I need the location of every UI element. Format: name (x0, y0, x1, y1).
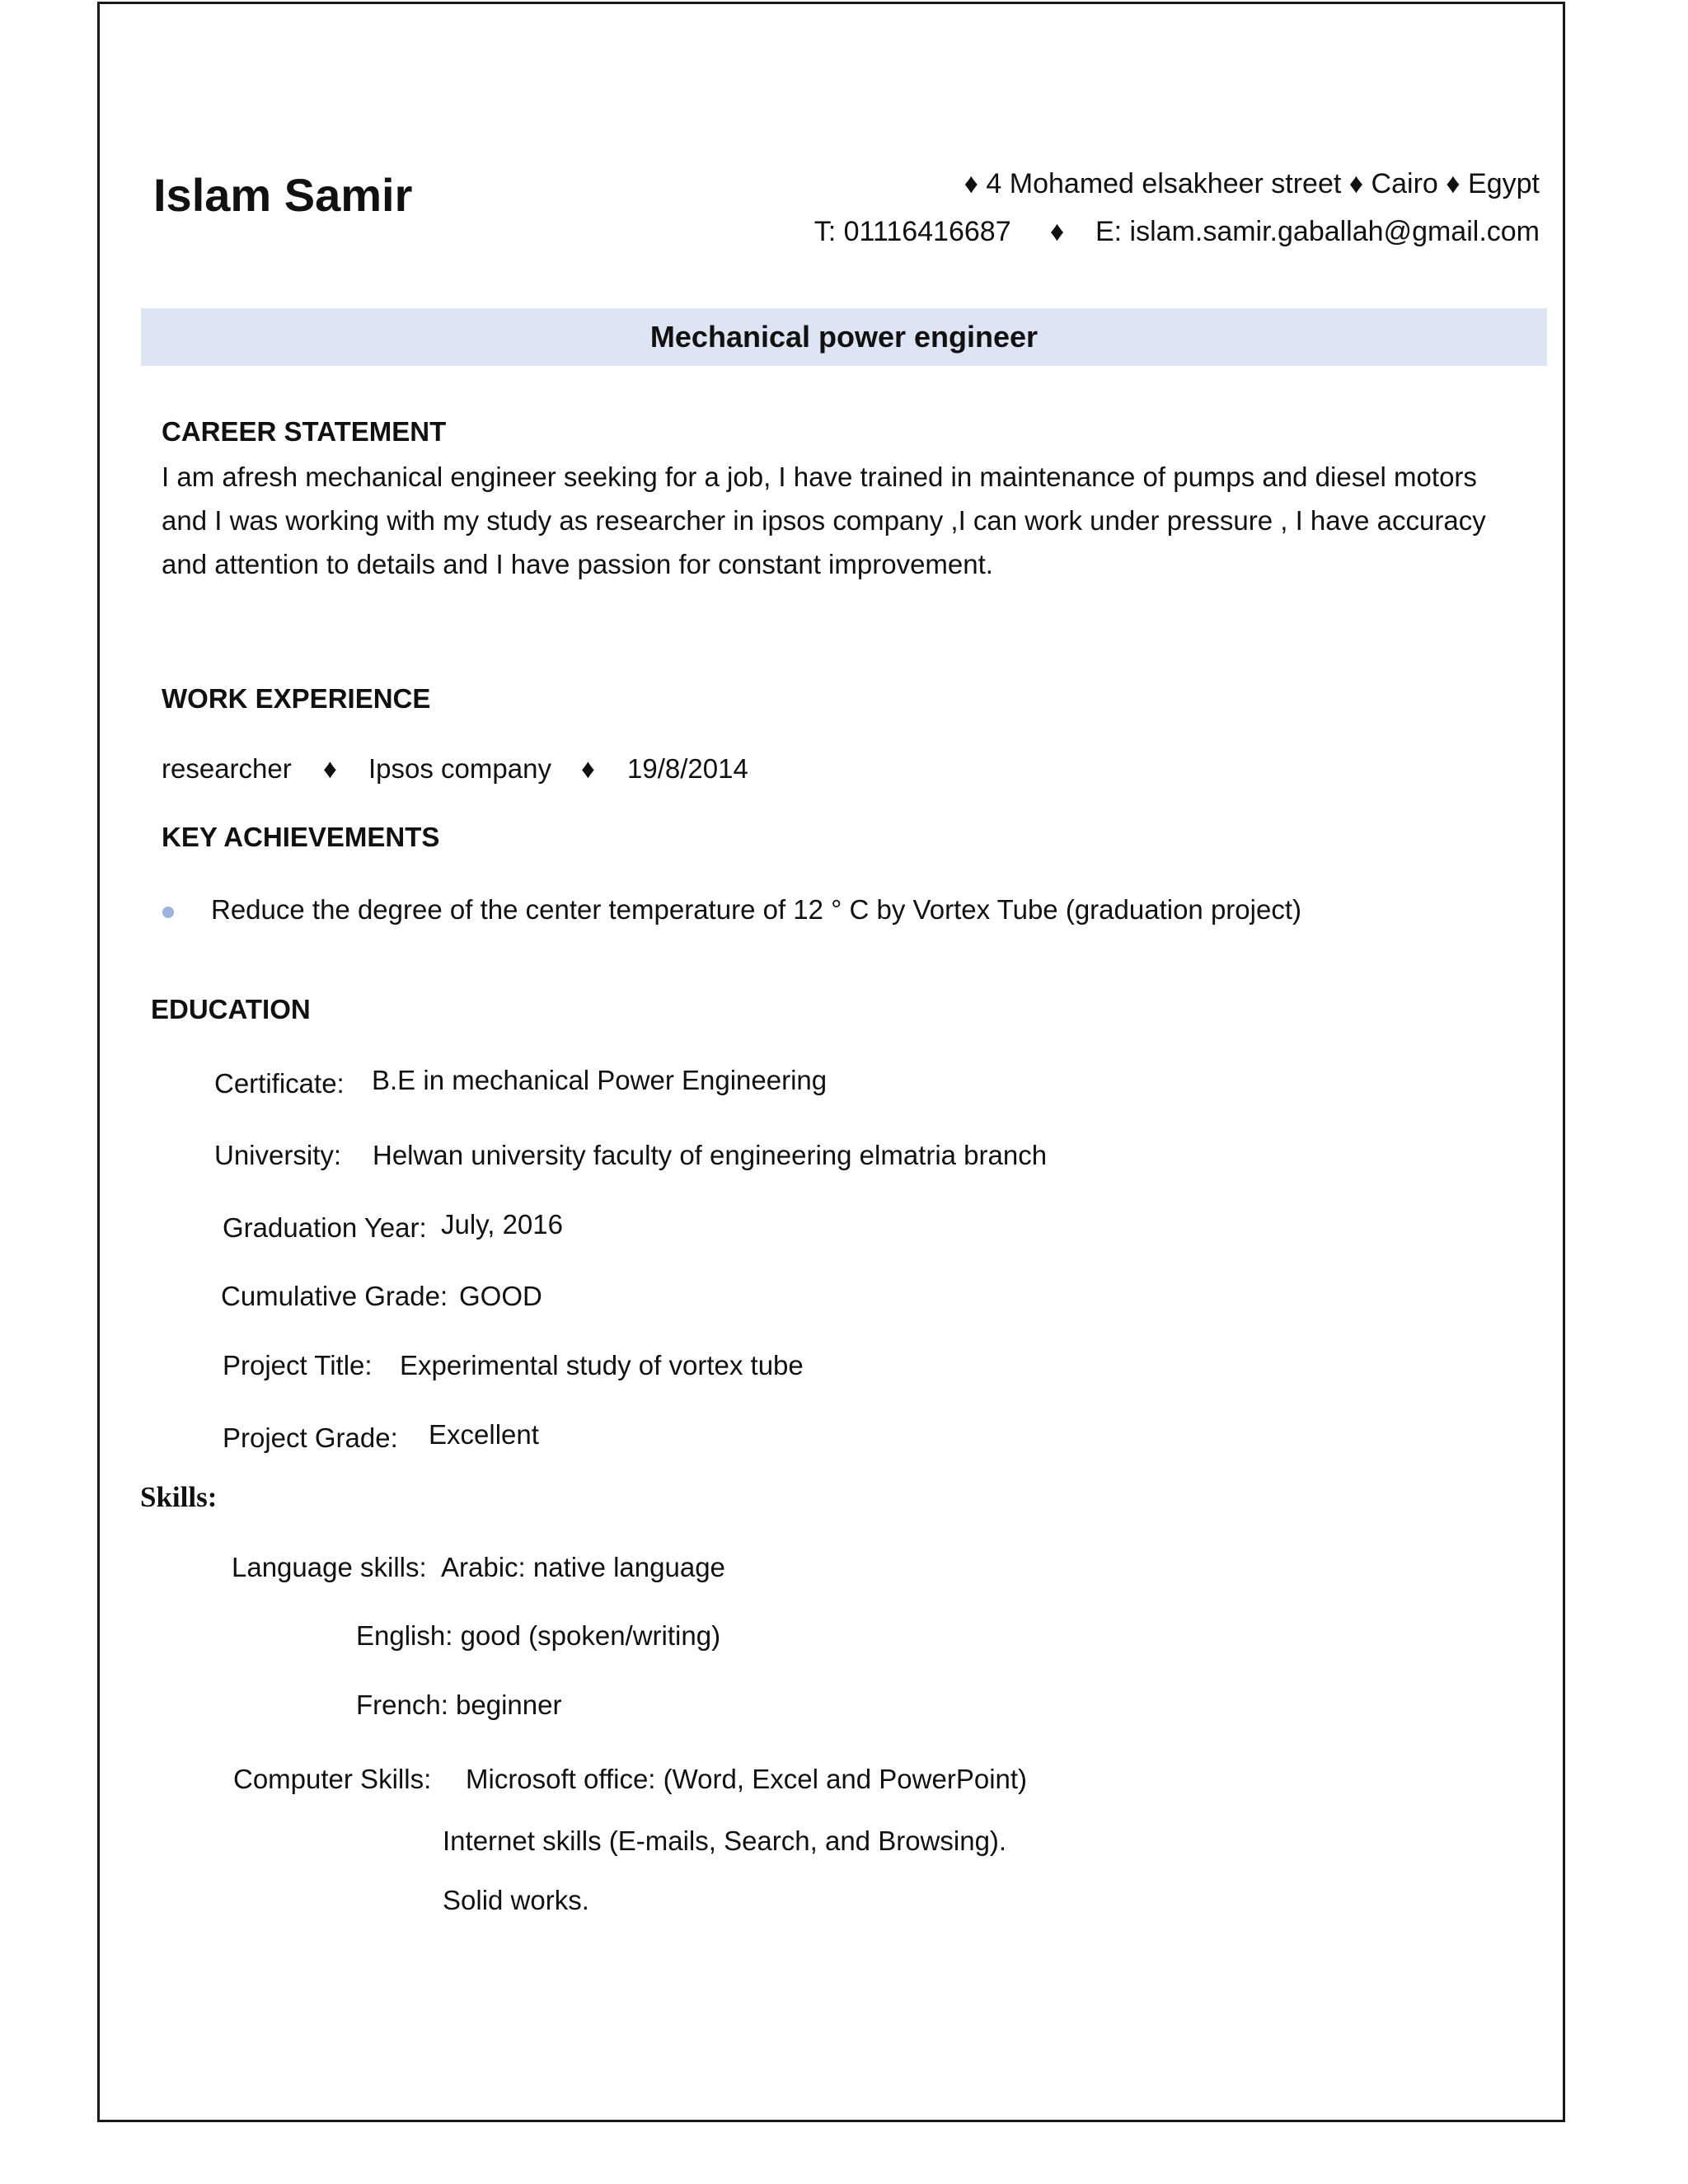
work-separator: ♦ (581, 753, 595, 784)
project-title-label: Project Title: (223, 1350, 373, 1380)
project-grade-value: Excellent (429, 1419, 539, 1450)
work-experience-heading: WORK EXPERIENCE (162, 683, 431, 714)
address-line: ♦ 4 Mohamed elsakheer street ♦ Cairo ♦ Egypt (964, 168, 1540, 199)
computer-skill-item: Solid works. (443, 1885, 589, 1915)
university-value: Helwan university faculty of engineering elmatria branch (373, 1140, 1048, 1170)
certificate-label: Certificate: (214, 1068, 345, 1099)
skills-heading: Skills: (140, 1481, 218, 1513)
work-role: researcher (162, 753, 292, 784)
work-separator: ♦ (323, 753, 337, 784)
work-date: 19/8/2014 (627, 753, 748, 784)
language-french: French: beginner (356, 1690, 562, 1720)
career-statement-heading: CAREER STATEMENT (162, 416, 447, 447)
career-line: I am afresh mechanical engineer seeking for a job, I have trained in maintenance of pumps and diesel motors (162, 462, 1477, 492)
work-company: Ipsos company (368, 753, 551, 784)
computer-skills-label: Computer Skills: (233, 1764, 432, 1794)
bullet-icon (162, 907, 174, 918)
contact-line: T: 01116416687 ♦ E: islam.samir.gaballah@gmail.com (814, 216, 1540, 247)
key-achievements-heading: KEY ACHIEVEMENTS (162, 822, 440, 852)
achievement-item: Reduce the degree of the center temperature of 12 ° C by Vortex Tube (graduation project) (211, 894, 1301, 925)
candidate-name: Islam Samir (153, 169, 413, 221)
cumulative-grade-value: GOOD (459, 1281, 542, 1311)
computer-skill-item: Internet skills (E-mails, Search, and Browsing). (443, 1825, 1007, 1856)
job-title: Mechanical power engineer (649, 320, 1039, 354)
career-line: and I was working with my study as researcher in ipsos company ,I can work under pressure , I have accuracy (162, 505, 1486, 536)
project-title-value: Experimental study of vortex tube (400, 1350, 804, 1380)
education-heading: EDUCATION (151, 994, 311, 1024)
career-statement-body (162, 455, 1538, 586)
job-title-bar (141, 308, 1547, 366)
language-english: English: good (spoken/writing) (356, 1620, 721, 1651)
graduation-year-label: Graduation Year: (223, 1212, 427, 1243)
computer-skill-item: Microsoft office: (Word, Excel and PowerPoint) (466, 1764, 1028, 1794)
language-arabic: Arabic: native language (441, 1552, 725, 1582)
cumulative-grade-label: Cumulative Grade: (221, 1281, 448, 1311)
university-label: University: (214, 1140, 342, 1170)
career-line: and attention to details and I have passion for constant improvement. (162, 549, 993, 579)
graduation-year-value: July, 2016 (441, 1209, 563, 1240)
language-skills-label: Language skills: (232, 1552, 427, 1582)
project-grade-label: Project Grade: (223, 1422, 398, 1453)
certificate-value: B.E in mechanical Power Engineering (372, 1065, 828, 1095)
